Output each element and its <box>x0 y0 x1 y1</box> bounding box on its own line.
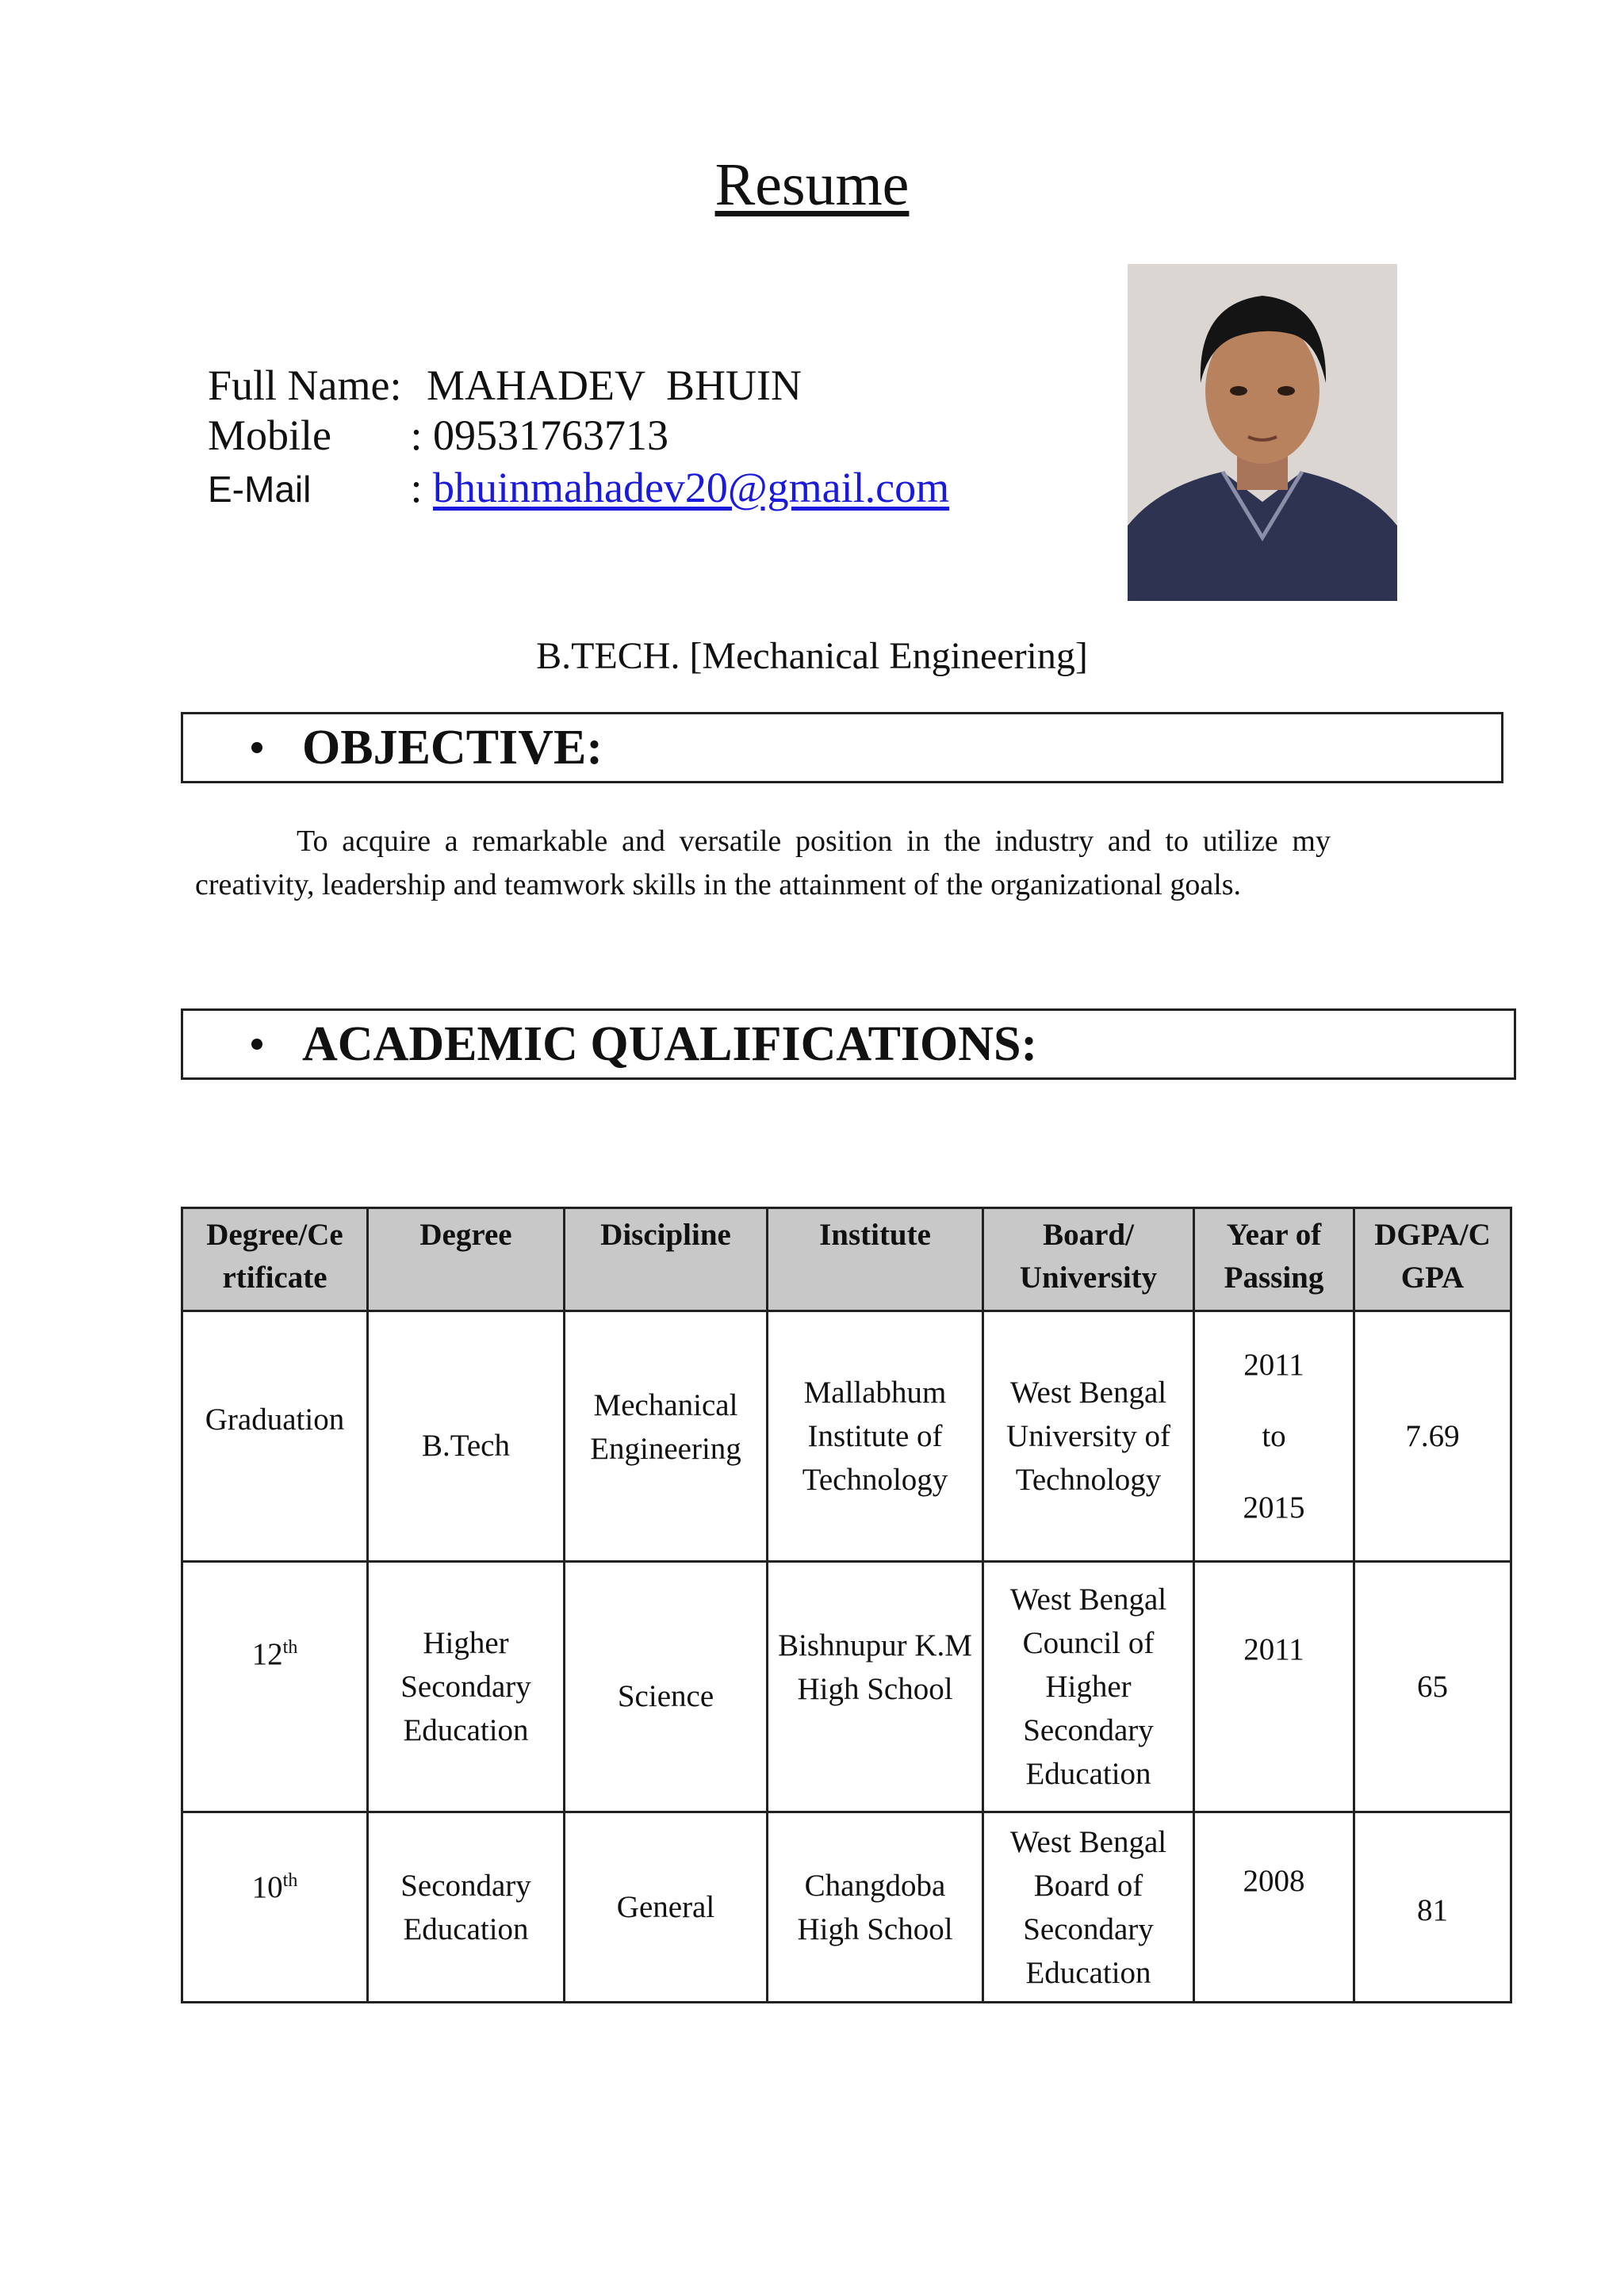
cell-discipline: Mechanical Engineering <box>565 1311 768 1562</box>
cell-year: 2011 <box>1194 1562 1354 1812</box>
table-header-row <box>182 1208 1511 1311</box>
cell-certificate: Graduation <box>182 1311 368 1562</box>
objective-heading-box <box>181 712 1503 783</box>
email-link[interactable]: bhuinmahadev20@gmail.com <box>433 464 950 511</box>
cell-degree: Secondary Education <box>368 1812 565 2003</box>
cell-score: 7.69 <box>1354 1311 1511 1562</box>
cell-discipline: Science <box>565 1562 768 1812</box>
table-row <box>182 1562 1511 1812</box>
degree-line: B.TECH. [Mechanical Engineering] <box>536 635 1088 677</box>
cell-board: West Bengal Board of Secondary Education <box>983 1812 1194 2003</box>
header-certificate: Degree/Ce rtificate <box>182 1208 368 1311</box>
email-label: E-Mail <box>208 469 312 510</box>
table-row <box>182 1812 1511 2003</box>
email-colon: : <box>410 464 434 511</box>
academic-heading-box <box>181 1008 1516 1080</box>
cell-institute: Changdoba High School <box>768 1812 983 2003</box>
full-name-row <box>208 361 802 410</box>
mobile-value: : 09531763713 <box>410 411 669 459</box>
header-year: Year of Passing <box>1194 1208 1354 1311</box>
cell-certificate <box>182 1562 368 1812</box>
certificate-suffix: th <box>282 1637 298 1658</box>
profile-photo <box>1128 264 1397 601</box>
bullet-icon <box>251 742 262 753</box>
mobile-label: Mobile <box>208 411 331 459</box>
certificate-number: 12 <box>251 1637 283 1671</box>
header-discipline: Discipline <box>565 1208 768 1311</box>
cell-board: West Bengal Council of Higher Secondary Education <box>983 1562 1194 1812</box>
objective-heading: OBJECTIVE: <box>302 720 603 775</box>
header-board: Board/ University <box>983 1208 1194 1311</box>
cell-certificate <box>182 1812 368 2003</box>
email-row <box>208 463 949 512</box>
document-title: Resume <box>714 151 910 218</box>
cell-year <box>1194 1311 1354 1562</box>
certificate-suffix: th <box>282 1870 298 1891</box>
header-degree: Degree <box>368 1208 565 1311</box>
cell-year: 2008 <box>1194 1812 1354 2003</box>
year-to: 2015 <box>1243 1490 1305 1525</box>
cell-institute: Bishnupur K.M High School <box>768 1562 983 1812</box>
year-to-word: to <box>1262 1418 1286 1453</box>
mobile-row <box>208 411 668 460</box>
full-name-label: Full Name: <box>208 362 402 409</box>
cell-board: West Bengal University of Technology <box>983 1311 1194 1562</box>
certificate-number: 10 <box>251 1870 283 1904</box>
cell-score: 81 <box>1354 1812 1511 2003</box>
objective-text: To acquire a remarkable and versatile position in the industry and to utilize my creativity, leadership and teamwork skills in the attainment of the organizational goals. <box>195 825 1331 901</box>
full-name-value: MAHADEV BHUIN <box>426 362 802 409</box>
header-score: DGPA/C GPA <box>1354 1208 1511 1311</box>
cell-discipline: General <box>565 1812 768 2003</box>
cell-institute: Mallabhum Institute of Technology <box>768 1311 983 1562</box>
cell-score: 65 <box>1354 1562 1511 1812</box>
year-from: 2011 <box>1243 1347 1304 1382</box>
cell-degree: Higher Secondary Education <box>368 1562 565 1812</box>
academic-qualifications-table <box>181 1207 1512 2003</box>
bullet-icon <box>251 1039 262 1050</box>
cell-degree: B.Tech <box>368 1311 565 1562</box>
table-row <box>182 1311 1511 1562</box>
academic-heading: ACADEMIC QUALIFICATIONS: <box>302 1016 1038 1071</box>
header-institute: Institute <box>768 1208 983 1311</box>
profile-photo-image <box>1128 264 1397 601</box>
